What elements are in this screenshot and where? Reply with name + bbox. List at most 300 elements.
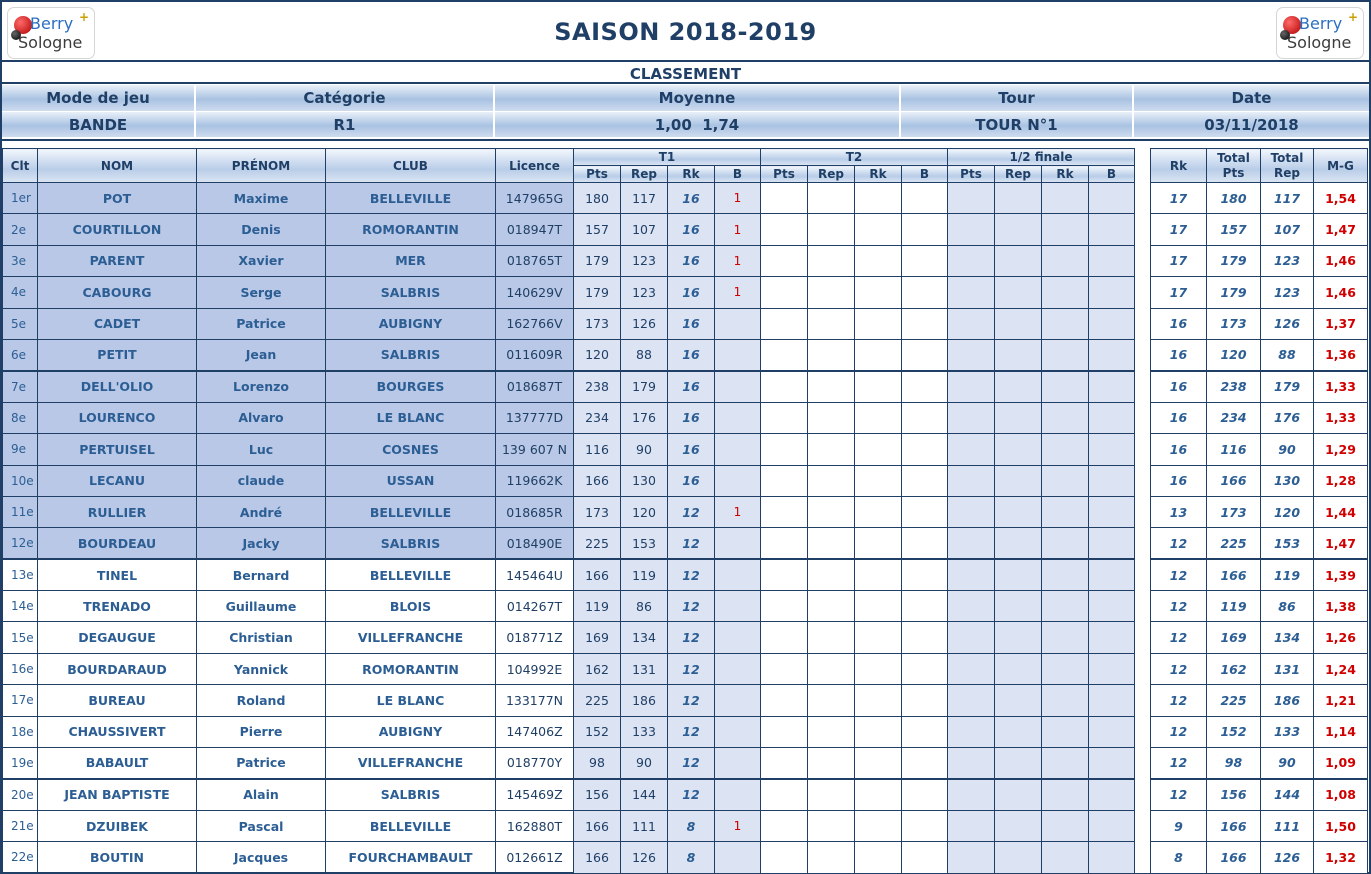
t2-rk-cell xyxy=(855,653,902,684)
info-value-mode: BANDE xyxy=(2,111,196,137)
info-label-date: Date xyxy=(1134,85,1369,111)
name-cell: PERTUISEL xyxy=(38,434,197,465)
total-rep-cell: 133 xyxy=(1261,716,1314,747)
name-cell: PARENT xyxy=(38,245,197,276)
column-gap xyxy=(1135,716,1151,747)
half-rep-cell xyxy=(995,183,1042,214)
half-pts-cell xyxy=(948,496,995,527)
berry-sologne-logo-right xyxy=(1277,8,1363,58)
t2-b-cell xyxy=(902,716,948,747)
column-gap xyxy=(1135,277,1151,308)
total-rep-cell: 123 xyxy=(1261,277,1314,308)
total-pts-cell: 98 xyxy=(1207,748,1261,779)
total-rep-cell: 144 xyxy=(1261,779,1314,810)
name-cell: RULLIER xyxy=(38,496,197,527)
total-rep-cell: 90 xyxy=(1261,434,1314,465)
half-rep-cell xyxy=(995,245,1042,276)
table-row xyxy=(3,810,1368,841)
table-row xyxy=(3,528,1368,559)
t2-rep-cell xyxy=(808,559,855,590)
column-gap xyxy=(1135,214,1151,245)
total-pts-cell: 173 xyxy=(1207,308,1261,339)
t2-pts-cell xyxy=(761,810,808,841)
total-pts-cell: 179 xyxy=(1207,277,1261,308)
club-cell: COSNES xyxy=(326,434,496,465)
col-clt: Clt xyxy=(3,149,38,183)
t1-pts-cell: 152 xyxy=(574,716,621,747)
t1-rep-cell: 176 xyxy=(621,402,668,433)
total-rep-cell: 179 xyxy=(1261,371,1314,402)
table-row xyxy=(3,496,1368,527)
total-pts-cell: 166 xyxy=(1207,559,1261,590)
t2-b-cell xyxy=(902,559,948,590)
mg-cell: 1,54 xyxy=(1314,183,1368,214)
half-rep-cell xyxy=(995,842,1042,873)
t1-rep-cell: 126 xyxy=(621,308,668,339)
t1-pts-cell: 166 xyxy=(574,810,621,841)
rank-cell: 4e xyxy=(3,277,38,308)
col-t1-b: B xyxy=(715,166,761,183)
licence-cell: 018771Z xyxy=(496,622,574,653)
name-cell: CABOURG xyxy=(38,277,197,308)
firstname-cell: André xyxy=(197,496,326,527)
half-pts-cell xyxy=(948,779,995,810)
table-row xyxy=(3,214,1368,245)
t2-pts-cell xyxy=(761,245,808,276)
licence-cell: 147406Z xyxy=(496,716,574,747)
mg-cell: 1,47 xyxy=(1314,214,1368,245)
col-prenom: PRÉNOM xyxy=(197,149,326,183)
t2-pts-cell xyxy=(761,779,808,810)
t2-pts-cell xyxy=(761,402,808,433)
total-rk-cell: 17 xyxy=(1151,277,1207,308)
t2-b-cell xyxy=(902,308,948,339)
t2-rep-cell xyxy=(808,245,855,276)
t2-rk-cell xyxy=(855,339,902,370)
t1-rk-cell: 16 xyxy=(668,434,715,465)
total-rk-cell: 16 xyxy=(1151,371,1207,402)
licence-cell: 147965G xyxy=(496,183,574,214)
t2-b-cell xyxy=(902,402,948,433)
licence-cell: 162880T xyxy=(496,810,574,841)
half-b-cell xyxy=(1089,559,1135,590)
info-labels-row xyxy=(2,85,1369,111)
t1-b-cell: 1 xyxy=(715,810,761,841)
t2-rk-cell xyxy=(855,402,902,433)
t1-rk-cell: 12 xyxy=(668,779,715,810)
rank-cell: 13e xyxy=(3,559,38,590)
half-pts-cell xyxy=(948,214,995,245)
t1-b-cell: 1 xyxy=(715,245,761,276)
t1-pts-cell: 119 xyxy=(574,591,621,622)
t1-pts-cell: 179 xyxy=(574,245,621,276)
half-rep-cell xyxy=(995,716,1042,747)
total-rk-cell: 17 xyxy=(1151,183,1207,214)
t1-rk-cell: 16 xyxy=(668,465,715,496)
total-rk-cell: 12 xyxy=(1151,528,1207,559)
total-rep-cell: 120 xyxy=(1261,496,1314,527)
rank-cell: 3e xyxy=(3,245,38,276)
t1-rep-cell: 131 xyxy=(621,653,668,684)
half-pts-cell xyxy=(948,277,995,308)
t1-rk-cell: 12 xyxy=(668,622,715,653)
table-row xyxy=(3,842,1368,873)
mg-cell: 1,08 xyxy=(1314,779,1368,810)
mg-cell: 1,36 xyxy=(1314,339,1368,370)
t1-b-cell: 1 xyxy=(715,214,761,245)
table-row xyxy=(3,465,1368,496)
t1-pts-cell: 173 xyxy=(574,308,621,339)
t2-b-cell xyxy=(902,810,948,841)
column-gap xyxy=(1135,496,1151,527)
total-pts-cell: 120 xyxy=(1207,339,1261,370)
mg-cell: 1,21 xyxy=(1314,685,1368,716)
club-cell: FOURCHAMBAULT xyxy=(326,842,496,873)
col-half-rep: Rep xyxy=(995,166,1042,183)
rank-cell: 6e xyxy=(3,339,38,370)
half-rk-cell xyxy=(1042,277,1089,308)
half-pts-cell xyxy=(948,591,995,622)
half-pts-cell xyxy=(948,653,995,684)
t2-rep-cell xyxy=(808,339,855,370)
table-row xyxy=(3,434,1368,465)
total-rep-cell: 119 xyxy=(1261,559,1314,590)
table-row xyxy=(3,559,1368,590)
total-pts-cell: 169 xyxy=(1207,622,1261,653)
licence-cell: 018490E xyxy=(496,528,574,559)
half-pts-cell xyxy=(948,434,995,465)
half-pts-cell xyxy=(948,685,995,716)
rank-cell: 14e xyxy=(3,591,38,622)
firstname-cell: Jean xyxy=(197,339,326,370)
half-rk-cell xyxy=(1042,810,1089,841)
t1-rep-cell: 107 xyxy=(621,214,668,245)
t1-rep-cell: 134 xyxy=(621,622,668,653)
club-cell: SALBRIS xyxy=(326,277,496,308)
column-gap xyxy=(1135,149,1151,183)
mg-cell: 1,47 xyxy=(1314,528,1368,559)
firstname-cell: Patrice xyxy=(197,308,326,339)
half-pts-cell xyxy=(948,371,995,402)
t2-rk-cell xyxy=(855,685,902,716)
t2-rk-cell xyxy=(855,214,902,245)
col-t1-rk: Rk xyxy=(668,166,715,183)
t2-rk-cell xyxy=(855,277,902,308)
t1-rep-cell: 123 xyxy=(621,245,668,276)
t2-rk-cell xyxy=(855,748,902,779)
t1-rep-cell: 119 xyxy=(621,559,668,590)
half-pts-cell xyxy=(948,748,995,779)
club-cell: LE BLANC xyxy=(326,402,496,433)
half-rk-cell xyxy=(1042,779,1089,810)
half-rep-cell xyxy=(995,371,1042,402)
section-title: CLASSEMENT xyxy=(2,64,1369,84)
col-half-pts: Pts xyxy=(948,166,995,183)
t1-b-cell: 1 xyxy=(715,496,761,527)
col-t1-pts: Pts xyxy=(574,166,621,183)
table-row xyxy=(3,748,1368,779)
t2-rk-cell xyxy=(855,528,902,559)
t2-b-cell xyxy=(902,371,948,402)
t1-rk-cell: 8 xyxy=(668,842,715,873)
firstname-cell: Xavier xyxy=(197,245,326,276)
firstname-cell: Alvaro xyxy=(197,402,326,433)
half-pts-cell xyxy=(948,339,995,370)
t2-b-cell xyxy=(902,842,948,873)
half-b-cell xyxy=(1089,779,1135,810)
column-gap xyxy=(1135,465,1151,496)
t1-rk-cell: 16 xyxy=(668,277,715,308)
t2-rep-cell xyxy=(808,308,855,339)
total-rk-cell: 12 xyxy=(1151,622,1207,653)
column-gap xyxy=(1135,245,1151,276)
t2-pts-cell xyxy=(761,528,808,559)
t2-rk-cell xyxy=(855,308,902,339)
t2-pts-cell xyxy=(761,277,808,308)
licence-cell: 119662K xyxy=(496,465,574,496)
t2-rk-cell xyxy=(855,371,902,402)
t2-rk-cell xyxy=(855,465,902,496)
mg-cell: 1,24 xyxy=(1314,653,1368,684)
t1-rk-cell: 12 xyxy=(668,591,715,622)
col-t2-b: B xyxy=(902,166,948,183)
t1-b-cell xyxy=(715,528,761,559)
t2-b-cell xyxy=(902,622,948,653)
half-rep-cell xyxy=(995,591,1042,622)
t1-rep-cell: 144 xyxy=(621,779,668,810)
column-gap xyxy=(1135,653,1151,684)
half-rk-cell xyxy=(1042,559,1089,590)
total-pts-cell: 116 xyxy=(1207,434,1261,465)
info-label-round: Tour xyxy=(901,85,1134,111)
competition-info xyxy=(2,85,1369,139)
t2-rk-cell xyxy=(855,434,902,465)
firstname-cell: Denis xyxy=(197,214,326,245)
t2-rk-cell xyxy=(855,591,902,622)
table-row xyxy=(3,402,1368,433)
t1-pts-cell: 120 xyxy=(574,339,621,370)
t2-pts-cell xyxy=(761,842,808,873)
col-licence: Licence xyxy=(496,149,574,183)
t1-rk-cell: 16 xyxy=(668,245,715,276)
firstname-cell: Alain xyxy=(197,779,326,810)
mg-cell: 1,28 xyxy=(1314,465,1368,496)
total-pts-cell: 225 xyxy=(1207,528,1261,559)
t2-b-cell xyxy=(902,183,948,214)
half-rk-cell xyxy=(1042,308,1089,339)
club-cell: ROMORANTIN xyxy=(326,214,496,245)
t2-pts-cell xyxy=(761,622,808,653)
t2-b-cell xyxy=(902,779,948,810)
info-label-category: Catégorie xyxy=(196,85,495,111)
info-label-average: Moyenne xyxy=(495,85,901,111)
info-values-row xyxy=(2,111,1369,137)
info-value-date: 03/11/2018 xyxy=(1134,111,1369,137)
half-b-cell xyxy=(1089,685,1135,716)
t1-rk-cell: 8 xyxy=(668,810,715,841)
divider xyxy=(2,139,1369,148)
column-gap xyxy=(1135,842,1151,873)
t1-b-cell xyxy=(715,559,761,590)
rank-cell: 1er xyxy=(3,183,38,214)
page-header xyxy=(2,2,1369,62)
club-cell: BELLEVILLE xyxy=(326,559,496,590)
t1-rep-cell: 90 xyxy=(621,434,668,465)
t1-b-cell xyxy=(715,465,761,496)
t2-rep-cell xyxy=(808,591,855,622)
t1-rk-cell: 16 xyxy=(668,183,715,214)
t2-rep-cell xyxy=(808,496,855,527)
t2-rk-cell xyxy=(855,183,902,214)
table-row xyxy=(3,622,1368,653)
t2-rep-cell xyxy=(808,622,855,653)
t1-rep-cell: 111 xyxy=(621,810,668,841)
name-cell: DEGAUGUE xyxy=(38,622,197,653)
t2-pts-cell xyxy=(761,214,808,245)
t2-pts-cell xyxy=(761,591,808,622)
half-rk-cell xyxy=(1042,245,1089,276)
t2-pts-cell xyxy=(761,465,808,496)
t1-pts-cell: 166 xyxy=(574,842,621,873)
name-cell: LECANU xyxy=(38,465,197,496)
t1-b-cell xyxy=(715,339,761,370)
total-rep-cell: 90 xyxy=(1261,748,1314,779)
t1-b-cell xyxy=(715,402,761,433)
total-pts-cell: 156 xyxy=(1207,779,1261,810)
name-cell: DELL'OLIO xyxy=(38,371,197,402)
total-pts-cell: 173 xyxy=(1207,496,1261,527)
col-total-rep: Total Rep xyxy=(1261,149,1314,183)
licence-cell: 018770Y xyxy=(496,748,574,779)
half-pts-cell xyxy=(948,622,995,653)
rank-cell: 12e xyxy=(3,528,38,559)
licence-cell: 139 607 N xyxy=(496,434,574,465)
t1-pts-cell: 162 xyxy=(574,653,621,684)
half-b-cell xyxy=(1089,465,1135,496)
t1-rk-cell: 12 xyxy=(668,496,715,527)
licence-cell: 145464U xyxy=(496,559,574,590)
t1-pts-cell: 116 xyxy=(574,434,621,465)
t2-b-cell xyxy=(902,591,948,622)
firstname-cell: Bernard xyxy=(197,559,326,590)
name-cell: JEAN BAPTISTE xyxy=(38,779,197,810)
half-b-cell xyxy=(1089,591,1135,622)
t1-rep-cell: 120 xyxy=(621,496,668,527)
logo-word-2: Sologne xyxy=(18,33,83,52)
t1-rep-cell: 86 xyxy=(621,591,668,622)
half-rep-cell xyxy=(995,434,1042,465)
total-rk-cell: 16 xyxy=(1151,465,1207,496)
total-rep-cell: 117 xyxy=(1261,183,1314,214)
table-row xyxy=(3,591,1368,622)
half-rep-cell xyxy=(995,528,1042,559)
col-group-half-final: 1/2 finale xyxy=(948,149,1135,166)
t2-rk-cell xyxy=(855,245,902,276)
club-cell: SALBRIS xyxy=(326,779,496,810)
half-rk-cell xyxy=(1042,434,1089,465)
half-b-cell xyxy=(1089,496,1135,527)
half-rep-cell xyxy=(995,748,1042,779)
t1-b-cell: 1 xyxy=(715,277,761,308)
half-pts-cell xyxy=(948,183,995,214)
half-pts-cell xyxy=(948,245,995,276)
licence-cell: 145469Z xyxy=(496,779,574,810)
half-b-cell xyxy=(1089,748,1135,779)
club-cell: SALBRIS xyxy=(326,339,496,370)
half-rep-cell xyxy=(995,402,1042,433)
rank-cell: 16e xyxy=(3,653,38,684)
total-pts-cell: 225 xyxy=(1207,685,1261,716)
t1-b-cell: 1 xyxy=(715,183,761,214)
t1-pts-cell: 98 xyxy=(574,748,621,779)
half-rk-cell xyxy=(1042,496,1089,527)
mg-cell: 1,38 xyxy=(1314,591,1368,622)
firstname-cell: Jacques xyxy=(197,842,326,873)
t2-rk-cell xyxy=(855,810,902,841)
half-pts-cell xyxy=(948,308,995,339)
half-rep-cell xyxy=(995,214,1042,245)
total-rep-cell: 130 xyxy=(1261,465,1314,496)
mg-cell: 1,46 xyxy=(1314,245,1368,276)
t2-b-cell xyxy=(902,528,948,559)
t1-rk-cell: 16 xyxy=(668,214,715,245)
t2-rk-cell xyxy=(855,559,902,590)
total-rk-cell: 12 xyxy=(1151,559,1207,590)
firstname-cell: Roland xyxy=(197,685,326,716)
t1-rep-cell: 126 xyxy=(621,842,668,873)
licence-cell: 018685R xyxy=(496,496,574,527)
col-t2-rep: Rep xyxy=(808,166,855,183)
total-rk-cell: 12 xyxy=(1151,716,1207,747)
total-rep-cell: 186 xyxy=(1261,685,1314,716)
t1-rep-cell: 123 xyxy=(621,277,668,308)
club-cell: AUBIGNY xyxy=(326,716,496,747)
t2-b-cell xyxy=(902,434,948,465)
total-rep-cell: 126 xyxy=(1261,842,1314,873)
total-rep-cell: 107 xyxy=(1261,214,1314,245)
t1-rk-cell: 12 xyxy=(668,528,715,559)
club-cell: BLOIS xyxy=(326,591,496,622)
mg-cell: 1,26 xyxy=(1314,622,1368,653)
name-cell: BOUTIN xyxy=(38,842,197,873)
t1-pts-cell: 156 xyxy=(574,779,621,810)
rank-cell: 19e xyxy=(3,748,38,779)
t2-pts-cell xyxy=(761,339,808,370)
club-cell: MER xyxy=(326,245,496,276)
col-club: CLUB xyxy=(326,149,496,183)
t1-pts-cell: 238 xyxy=(574,371,621,402)
name-cell: LOURENCO xyxy=(38,402,197,433)
t1-pts-cell: 225 xyxy=(574,528,621,559)
half-b-cell xyxy=(1089,277,1135,308)
col-t1-rep: Rep xyxy=(621,166,668,183)
table-row xyxy=(3,716,1368,747)
name-cell: CADET xyxy=(38,308,197,339)
t2-rep-cell xyxy=(808,748,855,779)
total-pts-cell: 238 xyxy=(1207,371,1261,402)
t2-pts-cell xyxy=(761,559,808,590)
club-cell: VILLEFRANCHE xyxy=(326,622,496,653)
column-gap xyxy=(1135,779,1151,810)
half-rk-cell xyxy=(1042,214,1089,245)
firstname-cell: claude xyxy=(197,465,326,496)
half-rep-cell xyxy=(995,810,1042,841)
t2-b-cell xyxy=(902,277,948,308)
t1-pts-cell: 157 xyxy=(574,214,621,245)
t1-rk-cell: 12 xyxy=(668,685,715,716)
licence-cell: 018947T xyxy=(496,214,574,245)
col-t2-rk: Rk xyxy=(855,166,902,183)
